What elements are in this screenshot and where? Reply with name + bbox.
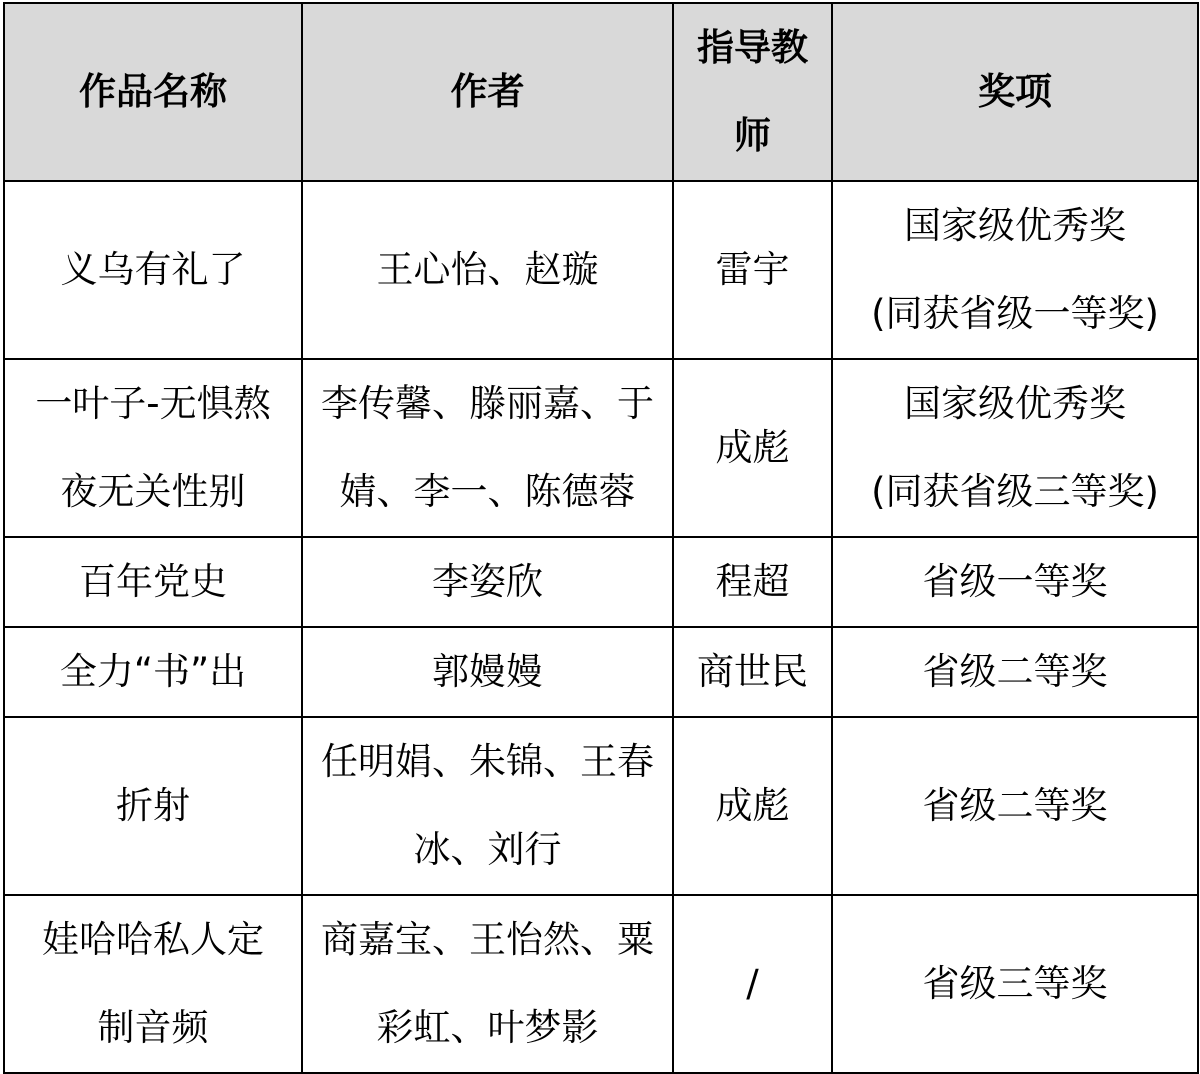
author-line: 任明娟、朱锦、王春 — [321, 740, 654, 783]
header-advisor — [673, 3, 832, 181]
cell-work-title — [4, 717, 302, 895]
cell-work-title — [4, 895, 302, 1073]
advisor-text: 商世民 — [697, 650, 808, 693]
work-title-line: 夜无关性别 — [60, 470, 246, 513]
cell-award — [832, 181, 1198, 359]
award-line: 省级一等奖 — [922, 560, 1108, 603]
award-line: (同获省级一等奖) — [871, 292, 1159, 335]
cell-award — [832, 895, 1198, 1073]
work-title-line: 制音频 — [97, 1006, 209, 1049]
table-header-row — [4, 3, 1198, 181]
cell-author — [302, 537, 673, 627]
author-line: 郭嫚嫚 — [432, 650, 543, 693]
table-row — [4, 359, 1198, 537]
advisor-text: 成彪 — [715, 784, 790, 827]
table-row — [4, 627, 1198, 717]
cell-award — [832, 359, 1198, 537]
author-line: 冰、刘行 — [413, 828, 562, 871]
cell-author — [302, 627, 673, 717]
work-title-line: 娃哈哈私人定 — [42, 918, 264, 961]
award-line: 省级二等奖 — [922, 784, 1108, 827]
work-title-line: 全力“书”出 — [59, 650, 247, 693]
cell-award — [832, 717, 1198, 895]
header-advisor-text-line1: 指导教 — [697, 26, 808, 69]
header-advisor-text-line2: 师 — [734, 114, 771, 157]
cell-advisor — [673, 359, 832, 537]
awards-table — [3, 2, 1199, 1074]
author-line: 商嘉宝、王怡然、粟 — [321, 918, 654, 961]
cell-advisor — [673, 717, 832, 895]
award-line: (同获省级三等奖) — [871, 470, 1159, 513]
work-title-line: 百年党史 — [79, 560, 227, 603]
work-title-line: 一叶子-无惧熬 — [35, 382, 271, 425]
table-row — [4, 717, 1198, 895]
cell-award — [832, 537, 1198, 627]
award-line: 国家级优秀奖 — [904, 382, 1126, 425]
cell-advisor — [673, 537, 832, 627]
cell-award — [832, 627, 1198, 717]
header-work-title — [4, 3, 302, 181]
cell-author — [302, 717, 673, 895]
author-line: 李姿欣 — [432, 560, 543, 603]
advisor-text: 成彪 — [715, 426, 790, 469]
cell-author — [302, 895, 673, 1073]
table-row — [4, 537, 1198, 627]
award-line: 国家级优秀奖 — [904, 204, 1126, 247]
header-work-title-text: 作品名称 — [79, 70, 227, 113]
table-row — [4, 181, 1198, 359]
author-line: 婧、李一、陈德蓉 — [339, 470, 636, 513]
cell-work-title — [4, 537, 302, 627]
author-line: 李传馨、滕丽嘉、于 — [321, 382, 654, 425]
table-row — [4, 895, 1198, 1073]
author-line: 王心怡、赵璇 — [376, 248, 599, 291]
author-line: 彩虹、叶梦影 — [376, 1006, 599, 1049]
header-award — [832, 3, 1198, 181]
advisor-text: / — [746, 962, 759, 1005]
cell-author — [302, 359, 673, 537]
cell-advisor — [673, 181, 832, 359]
work-title-line: 折射 — [116, 784, 190, 827]
award-line: 省级二等奖 — [922, 650, 1108, 693]
cell-author — [302, 181, 673, 359]
cell-work-title — [4, 359, 302, 537]
cell-work-title — [4, 627, 302, 717]
header-author-text: 作者 — [450, 70, 525, 113]
advisor-text: 雷宇 — [715, 248, 790, 291]
header-author — [302, 3, 673, 181]
cell-advisor — [673, 895, 832, 1073]
award-line: 省级三等奖 — [922, 962, 1108, 1005]
cell-work-title — [4, 181, 302, 359]
header-award-text: 奖项 — [978, 70, 1052, 113]
work-title-line: 义乌有礼了 — [60, 248, 246, 291]
cell-advisor — [673, 627, 832, 717]
advisor-text: 程超 — [715, 560, 790, 603]
